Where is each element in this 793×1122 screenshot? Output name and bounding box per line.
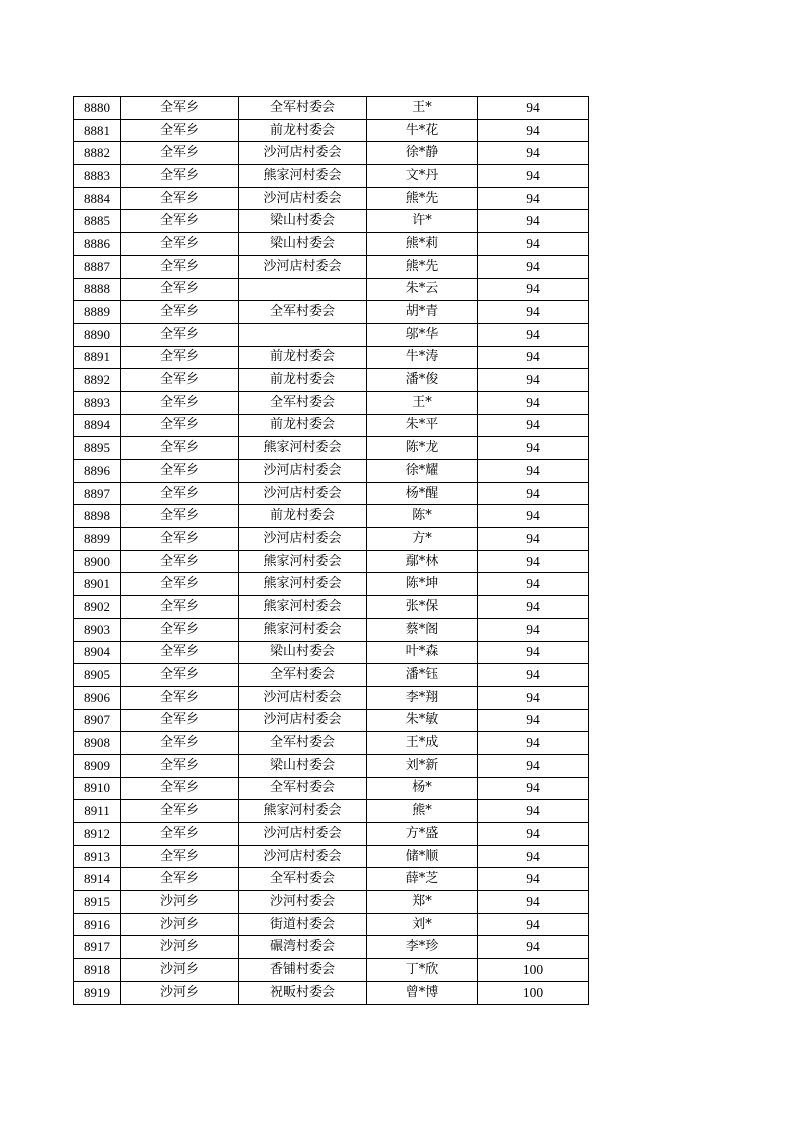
cell-township: 全军乡 — [121, 823, 239, 846]
table-row — [74, 573, 589, 596]
table-row — [74, 641, 589, 664]
cell-person-name: 方*盛 — [367, 823, 478, 846]
cell-row-number: 8891 — [74, 346, 121, 369]
cell-person-name: 朱*平 — [367, 414, 478, 437]
cell-township: 全军乡 — [121, 323, 239, 346]
cell-township: 全军乡 — [121, 754, 239, 777]
cell-township: 全军乡 — [121, 460, 239, 483]
table-row — [74, 800, 589, 823]
table-row — [74, 732, 589, 755]
cell-village-committee: 沙河店村委会 — [239, 528, 367, 551]
cell-row-number: 8904 — [74, 641, 121, 664]
cell-row-number: 8896 — [74, 460, 121, 483]
cell-score: 94 — [478, 664, 589, 687]
cell-village-committee: 沙河店村委会 — [239, 686, 367, 709]
table-row — [74, 505, 589, 528]
table-row — [74, 97, 589, 120]
cell-person-name: 杨*醒 — [367, 482, 478, 505]
table-row — [74, 777, 589, 800]
cell-row-number: 8907 — [74, 709, 121, 732]
table-row — [74, 936, 589, 959]
cell-score: 94 — [478, 754, 589, 777]
cell-row-number: 8903 — [74, 618, 121, 641]
cell-township: 全军乡 — [121, 573, 239, 596]
cell-score: 94 — [478, 528, 589, 551]
cell-township: 全军乡 — [121, 800, 239, 823]
cell-person-name: 陈*龙 — [367, 437, 478, 460]
cell-person-name: 王* — [367, 391, 478, 414]
cell-person-name: 徐*耀 — [367, 460, 478, 483]
table-row — [74, 709, 589, 732]
cell-township: 全军乡 — [121, 346, 239, 369]
table-row — [74, 618, 589, 641]
cell-person-name: 熊*莉 — [367, 233, 478, 256]
table-row — [74, 913, 589, 936]
cell-person-name: 鄢*林 — [367, 550, 478, 573]
cell-score: 94 — [478, 913, 589, 936]
cell-score: 94 — [478, 573, 589, 596]
cell-township: 全军乡 — [121, 550, 239, 573]
cell-score: 94 — [478, 777, 589, 800]
cell-village-committee: 全军村委会 — [239, 391, 367, 414]
table-body — [74, 97, 589, 1005]
cell-score: 94 — [478, 596, 589, 619]
cell-township: 全军乡 — [121, 414, 239, 437]
cell-score: 94 — [478, 868, 589, 891]
cell-score: 94 — [478, 119, 589, 142]
cell-person-name: 王*成 — [367, 732, 478, 755]
cell-township: 全军乡 — [121, 641, 239, 664]
cell-village-committee: 沙河店村委会 — [239, 823, 367, 846]
table-row — [74, 823, 589, 846]
cell-score: 94 — [478, 891, 589, 914]
table-row — [74, 165, 589, 188]
cell-score: 94 — [478, 323, 589, 346]
cell-row-number: 8888 — [74, 278, 121, 301]
cell-person-name: 熊*先 — [367, 255, 478, 278]
cell-person-name: 李*珍 — [367, 936, 478, 959]
table-row — [74, 323, 589, 346]
cell-village-committee: 沙河店村委会 — [239, 845, 367, 868]
table-row — [74, 891, 589, 914]
cell-township: 全军乡 — [121, 165, 239, 188]
cell-village-committee: 熊家河村委会 — [239, 596, 367, 619]
table-row — [74, 868, 589, 891]
cell-score: 100 — [478, 959, 589, 982]
table-row — [74, 278, 589, 301]
cell-person-name: 胡*青 — [367, 301, 478, 324]
cell-person-name: 熊* — [367, 800, 478, 823]
cell-score: 94 — [478, 505, 589, 528]
cell-village-committee: 沙河店村委会 — [239, 709, 367, 732]
cell-row-number: 8880 — [74, 97, 121, 120]
cell-score: 94 — [478, 618, 589, 641]
cell-village-committee: 熊家河村委会 — [239, 618, 367, 641]
cell-township: 全军乡 — [121, 505, 239, 528]
cell-village-committee: 前龙村委会 — [239, 346, 367, 369]
cell-village-committee: 熊家河村委会 — [239, 550, 367, 573]
cell-row-number: 8906 — [74, 686, 121, 709]
cell-township: 全军乡 — [121, 210, 239, 233]
cell-township: 沙河乡 — [121, 981, 239, 1004]
cell-row-number: 8912 — [74, 823, 121, 846]
cell-row-number: 8889 — [74, 301, 121, 324]
cell-township: 全军乡 — [121, 528, 239, 551]
cell-township: 全军乡 — [121, 732, 239, 755]
cell-township: 全军乡 — [121, 596, 239, 619]
cell-row-number: 8892 — [74, 369, 121, 392]
cell-village-committee: 前龙村委会 — [239, 414, 367, 437]
table-row — [74, 550, 589, 573]
cell-row-number: 8894 — [74, 414, 121, 437]
cell-village-committee: 梁山村委会 — [239, 210, 367, 233]
cell-score: 94 — [478, 732, 589, 755]
cell-person-name: 薛*芝 — [367, 868, 478, 891]
cell-village-committee: 全军村委会 — [239, 664, 367, 687]
table-row — [74, 664, 589, 687]
cell-village-committee: 全军村委会 — [239, 301, 367, 324]
table-row — [74, 596, 589, 619]
cell-score: 94 — [478, 414, 589, 437]
cell-row-number: 8886 — [74, 233, 121, 256]
cell-row-number: 8917 — [74, 936, 121, 959]
cell-village-committee: 沙河店村委会 — [239, 142, 367, 165]
cell-score: 94 — [478, 800, 589, 823]
table-row — [74, 460, 589, 483]
cell-village-committee: 全军村委会 — [239, 97, 367, 120]
table-row — [74, 528, 589, 551]
cell-person-name: 文*丹 — [367, 165, 478, 188]
cell-row-number: 8898 — [74, 505, 121, 528]
cell-village-committee — [239, 278, 367, 301]
cell-person-name: 朱*云 — [367, 278, 478, 301]
cell-row-number: 8919 — [74, 981, 121, 1004]
cell-village-committee: 全军村委会 — [239, 732, 367, 755]
data-table — [73, 96, 589, 1005]
cell-township: 全军乡 — [121, 119, 239, 142]
cell-township: 沙河乡 — [121, 936, 239, 959]
cell-village-committee: 街道村委会 — [239, 913, 367, 936]
table-row — [74, 187, 589, 210]
cell-township: 全军乡 — [121, 686, 239, 709]
cell-row-number: 8909 — [74, 754, 121, 777]
cell-score: 100 — [478, 981, 589, 1004]
cell-village-committee: 前龙村委会 — [239, 119, 367, 142]
cell-township: 全军乡 — [121, 278, 239, 301]
cell-score: 94 — [478, 936, 589, 959]
cell-person-name: 张*保 — [367, 596, 478, 619]
cell-score: 94 — [478, 210, 589, 233]
cell-row-number: 8887 — [74, 255, 121, 278]
cell-village-committee: 熊家河村委会 — [239, 573, 367, 596]
cell-person-name: 丁*欣 — [367, 959, 478, 982]
cell-row-number: 8911 — [74, 800, 121, 823]
cell-person-name: 李*翔 — [367, 686, 478, 709]
cell-village-committee: 梁山村委会 — [239, 641, 367, 664]
cell-person-name: 徐*静 — [367, 142, 478, 165]
cell-row-number: 8901 — [74, 573, 121, 596]
cell-person-name: 储*顺 — [367, 845, 478, 868]
cell-score: 94 — [478, 845, 589, 868]
cell-row-number: 8916 — [74, 913, 121, 936]
table-row — [74, 210, 589, 233]
cell-score: 94 — [478, 482, 589, 505]
cell-score: 94 — [478, 187, 589, 210]
cell-score: 94 — [478, 823, 589, 846]
cell-score: 94 — [478, 233, 589, 256]
cell-row-number: 8893 — [74, 391, 121, 414]
cell-score: 94 — [478, 346, 589, 369]
cell-village-committee: 香铺村委会 — [239, 959, 367, 982]
cell-row-number: 8900 — [74, 550, 121, 573]
cell-score: 94 — [478, 142, 589, 165]
cell-person-name: 牛*涛 — [367, 346, 478, 369]
cell-person-name: 潘*俊 — [367, 369, 478, 392]
table-row — [74, 482, 589, 505]
cell-row-number: 8899 — [74, 528, 121, 551]
cell-person-name: 朱*敏 — [367, 709, 478, 732]
table-row — [74, 686, 589, 709]
cell-person-name: 熊*先 — [367, 187, 478, 210]
cell-township: 全军乡 — [121, 709, 239, 732]
cell-village-committee: 沙河店村委会 — [239, 460, 367, 483]
cell-township: 全军乡 — [121, 187, 239, 210]
cell-person-name: 叶*森 — [367, 641, 478, 664]
cell-person-name: 王* — [367, 97, 478, 120]
cell-township: 全军乡 — [121, 482, 239, 505]
cell-township: 全军乡 — [121, 845, 239, 868]
table-row — [74, 233, 589, 256]
cell-township: 全军乡 — [121, 97, 239, 120]
cell-person-name: 郑* — [367, 891, 478, 914]
cell-village-committee: 梁山村委会 — [239, 754, 367, 777]
cell-row-number: 8885 — [74, 210, 121, 233]
cell-row-number: 8890 — [74, 323, 121, 346]
cell-score: 94 — [478, 460, 589, 483]
cell-row-number: 8884 — [74, 187, 121, 210]
cell-score: 94 — [478, 255, 589, 278]
cell-score: 94 — [478, 686, 589, 709]
cell-row-number: 8913 — [74, 845, 121, 868]
table-row — [74, 981, 589, 1004]
cell-row-number: 8882 — [74, 142, 121, 165]
table-row — [74, 959, 589, 982]
cell-score: 94 — [478, 709, 589, 732]
cell-person-name: 陈*坤 — [367, 573, 478, 596]
cell-village-committee: 沙河店村委会 — [239, 255, 367, 278]
cell-person-name: 方* — [367, 528, 478, 551]
cell-row-number: 8883 — [74, 165, 121, 188]
table-row — [74, 754, 589, 777]
cell-score: 94 — [478, 391, 589, 414]
cell-person-name: 刘*新 — [367, 754, 478, 777]
cell-person-name: 杨* — [367, 777, 478, 800]
cell-township: 全军乡 — [121, 255, 239, 278]
cell-village-committee: 全军村委会 — [239, 777, 367, 800]
cell-row-number: 8910 — [74, 777, 121, 800]
cell-village-committee: 沙河店村委会 — [239, 187, 367, 210]
cell-township: 全军乡 — [121, 664, 239, 687]
table-row — [74, 414, 589, 437]
cell-township: 沙河乡 — [121, 913, 239, 936]
cell-row-number: 8905 — [74, 664, 121, 687]
table-row — [74, 255, 589, 278]
cell-score: 94 — [478, 278, 589, 301]
cell-village-committee — [239, 323, 367, 346]
cell-village-committee: 熊家河村委会 — [239, 165, 367, 188]
cell-village-committee: 梁山村委会 — [239, 233, 367, 256]
cell-score: 94 — [478, 97, 589, 120]
cell-township: 全军乡 — [121, 777, 239, 800]
table-row — [74, 142, 589, 165]
cell-township: 沙河乡 — [121, 959, 239, 982]
table-row — [74, 369, 589, 392]
cell-village-committee: 祝畈村委会 — [239, 981, 367, 1004]
cell-village-committee: 前龙村委会 — [239, 505, 367, 528]
cell-row-number: 8902 — [74, 596, 121, 619]
cell-score: 94 — [478, 165, 589, 188]
cell-township: 全军乡 — [121, 142, 239, 165]
cell-person-name: 邬*华 — [367, 323, 478, 346]
cell-person-name: 陈* — [367, 505, 478, 528]
cell-row-number: 8881 — [74, 119, 121, 142]
table-row — [74, 119, 589, 142]
cell-village-committee: 前龙村委会 — [239, 369, 367, 392]
cell-township: 全军乡 — [121, 391, 239, 414]
cell-village-committee: 熊家河村委会 — [239, 800, 367, 823]
cell-row-number: 8897 — [74, 482, 121, 505]
table-row — [74, 391, 589, 414]
cell-township: 全军乡 — [121, 868, 239, 891]
cell-township: 全军乡 — [121, 369, 239, 392]
cell-person-name: 曾*博 — [367, 981, 478, 1004]
cell-person-name: 潘*钰 — [367, 664, 478, 687]
cell-person-name: 牛*花 — [367, 119, 478, 142]
cell-township: 全军乡 — [121, 301, 239, 324]
cell-person-name: 许* — [367, 210, 478, 233]
table-row — [74, 437, 589, 460]
cell-person-name: 刘* — [367, 913, 478, 936]
cell-township: 全军乡 — [121, 437, 239, 460]
cell-row-number: 8895 — [74, 437, 121, 460]
cell-village-committee: 沙河村委会 — [239, 891, 367, 914]
cell-score: 94 — [478, 550, 589, 573]
cell-village-committee: 熊家河村委会 — [239, 437, 367, 460]
cell-score: 94 — [478, 437, 589, 460]
cell-row-number: 8915 — [74, 891, 121, 914]
cell-township: 全军乡 — [121, 618, 239, 641]
cell-score: 94 — [478, 641, 589, 664]
cell-row-number: 8918 — [74, 959, 121, 982]
cell-score: 94 — [478, 369, 589, 392]
cell-township: 全军乡 — [121, 233, 239, 256]
cell-row-number: 8914 — [74, 868, 121, 891]
cell-township: 沙河乡 — [121, 891, 239, 914]
cell-row-number: 8908 — [74, 732, 121, 755]
table-row — [74, 346, 589, 369]
cell-village-committee: 全军村委会 — [239, 868, 367, 891]
table-row — [74, 845, 589, 868]
cell-village-committee: 沙河店村委会 — [239, 482, 367, 505]
cell-score: 94 — [478, 301, 589, 324]
cell-village-committee: 碾湾村委会 — [239, 936, 367, 959]
cell-person-name: 蔡*阁 — [367, 618, 478, 641]
table-row — [74, 301, 589, 324]
